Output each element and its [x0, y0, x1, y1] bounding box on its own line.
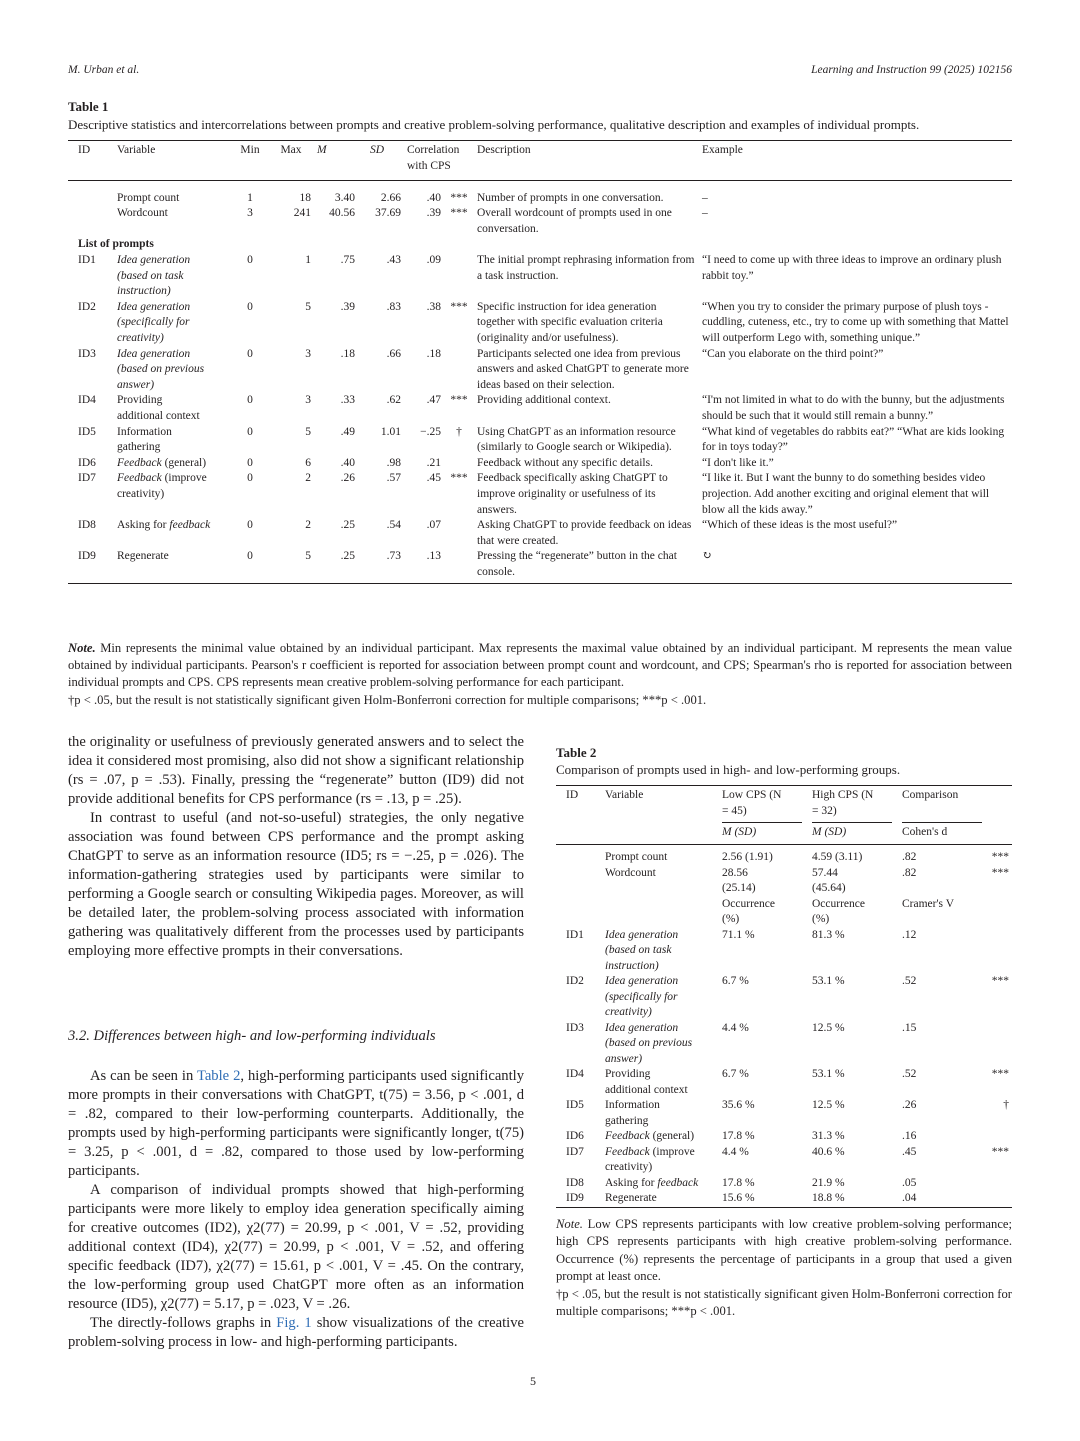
table-row: ID9 Regenerate 15.6 % 18.8 % .04 [556, 1191, 1012, 1207]
table-row: ID4 Providing additional context 0 3 .33 .62 .47 *** Providing additional context. “I'm not limited in what to do with the bunny, but the adjustments should be such that it would still remain a bunny.” [78, 394, 1005, 422]
table-row: ID4 Providing additional context 6.7 % 53.1 % .52 *** [566, 1068, 1009, 1096]
table1-note: Note. Min represents the minimal value obtained by an individual participant. Max represents the maximal value obtained by an individual participant. M represents the mean value obtained by individual participants. Pearson's r coefficient is reported for association between prompt count and wordcount, and CPS; Spearman's rho is reported for association between individual prompts and CPS. CPS represents mean creative problem-solving performance for each participant. †p < .05, but the result is not statistically significant given Holm-Bonferroni correction for multiple comparisons; ***p < .001. [68, 641, 1012, 707]
paragraph: A comparison of individual prompts showed that high-performing participants were more likely to employ idea generation specifically aiming for creative outcomes (ID2), χ2(77) = 20.99, p < .001, V = .52, providing additional context (ID4), χ2(77) = 20.99, p < .001, V = .52, and offering specific feedback (ID7), χ2(77) = 15.61, p < .001, V = .45. On the contrary, the low-performing group used ChatGPT more often as an information resource (ID5), χ2(77) = 5.17, p = .023, V = .26. [68, 1182, 524, 1312]
table-row: Wordcount 3 241 40.56 37.69 .39 *** Overall wordcount of prompts used in one conversation. – [117, 207, 708, 235]
table-row: ID3 Idea generation (based on previous answer) 4.4 % 12.5 % .15 [566, 1021, 917, 1065]
table1-note-significance: †p < .05, but the result is not statistically significant given Holm-Bonferroni correction for multiple comparisons; ***p < .001. [68, 692, 707, 707]
col-min: Min [240, 144, 260, 156]
col-max: Max [280, 144, 302, 156]
fig1-link[interactable]: Fig. 1 [276, 1315, 312, 1331]
table1 [68, 140, 1012, 584]
table2-caption: Comparison of prompts used in high- and low-performing groups. [556, 762, 901, 777]
paragraph: the originality or usefulness of previously generated answers and to select the idea it considered most promising, also did not show a significant relationship (rs = .07, p = .53). Finally, pressing the “regenerate” button (ID9) did not provide additional benefits for CPS performance (rs = .13, p = .25). [68, 734, 524, 807]
table-row: ID5 Information gathering 0 5 .49 1.01 −.25 † Using ChatGPT as an information resource (similarly to Google search or Wikipedia). “What kind of vegetables do rabbits eat?” “What are kids looking for in toys today?” [78, 425, 1005, 454]
table-row: ID1 Idea generation (based on task instruction) 71.1 % 81.3 % .12 [566, 928, 917, 972]
paragraph: As can be seen in Table 2, high-performing participants used significantly more prompts in their conversations with ChatGPT, t(75) = 3.56, p < .001, d = .82, compared to their low-performing counterparts. Additionally, the prompts used by high-performing participants were significantly longer, t(75) = 3.25, p < .001, d = .82, compared to those used by low-performing participants. [68, 1068, 524, 1179]
table-row: ID8 Asking for feedback 17.8 % 21.9 % .05 [566, 1176, 917, 1189]
table2-label: Table 2 [556, 745, 597, 760]
table-row: ID1 Idea generation (based on task instruction) 0 1 .75 .43 .09 The initial prompt rephrasing information from a task instruction. “I need to come up with three ideas to improve an ordinary plush rabbit toy.” [78, 254, 1002, 298]
col-correlation: Correlation with CPS [407, 144, 460, 172]
col-example: Example [702, 144, 743, 156]
table-row: ID6 Feedback (general) 17.8 % 31.3 % .16 [566, 1130, 917, 1142]
table-row: Prompt count 1 18 3.40 2.66 .40 *** Number of prompts in one conversation. – [117, 191, 708, 204]
table-row: ID6 Feedback (general) 0 6 .40 .98 .21 Feedback without any specific details. “I don't like it.” [78, 456, 774, 469]
table-row: ID3 Idea generation (based on previous answer) 0 3 .18 .66 .18 Participants selected one idea from previous answers and asked ChatGPT to generate more ideas based on their selection. “Can you elaborate on the third point?” [78, 347, 884, 391]
table-row: ID8 Asking for feedback 0 2 .25 .54 .07 Asking ChatGPT to provide feedback on ideas that were created. “Which of these ideas is the most useful?” [78, 519, 898, 547]
body-text-left [68, 733, 524, 961]
col-m: M [317, 144, 327, 156]
section-heading: 3.2. Differences between high- and low-performing individuals [68, 1028, 436, 1044]
paragraph: The directly-follows graphs in Fig. 1 show visualizations of the creative problem-solving process in low- and high-performing participants. [68, 1315, 525, 1350]
table-row: Prompt count 2.56 (1.91) 4.59 (3.11) .82 *** [605, 851, 1009, 863]
table2-occurrence-header: Occurrence (%) Occurrence (%) Cramer's V [722, 897, 955, 925]
table-row: ID7 Feedback (improve creativity) 0 2 .26 .57 .45 *** Feedback specifically asking ChatGPT to improve originality or usefulness of its answers. “I like it. But I want the bunny to do something besides video projection. Add another exciting and original element that will blow all the kids away.” [78, 472, 990, 516]
col-sd: SD [370, 144, 385, 156]
table2-note-significance: †p < .05, but the result is not statistically significant given Holm-Bonferroni correction for multiple comparisons; ***p < .001. [556, 1286, 1012, 1319]
table2 [556, 785, 1012, 1208]
table1-caption: Descriptive statistics and intercorrelations between prompts and creative problem-solving performance, qualitative description and examples of individual prompts. [68, 117, 920, 132]
table-row: Wordcount 28.56 (25.14) 57.44 (45.64) .82 *** [605, 866, 1009, 894]
table2-subheader: M (SD) M (SD) Cohen's d [556, 819, 1012, 844]
col-id: ID [78, 144, 91, 156]
paragraph: In contrast to useful (and not-so-useful) strategies, the only negative association was found between CPS performance and the prompt asking ChatGPT to serve as an information resource (ID5; rs = −.25, p = .026). The information-gathering strategies used by participants were similar to performing a Google search or consulting Wikipedia pages. Moreover, as will be detailed later, the problem-solving process associated with information gathering was qualitatively different from the processes used by participants employing more effective prompts in their conversations. [68, 810, 524, 959]
running-header-authors: M. Urban et al. [68, 64, 140, 76]
table-row: ID5 Information gathering 35.6 % 12.5 % .26 † [566, 1099, 1009, 1127]
running-header-journal: Learning and Instruction 99 (2025) 102156 [811, 64, 1012, 76]
table2-link[interactable]: Table 2 [196, 1068, 241, 1084]
table-row: ID2 Idea generation (specifically for creativity) 0 5 .39 .83 .38 *** Specific instruction for idea generation together with specific evaluation criteria (originality and/or usefulness). “When you try to consider the primary purpose of plush toys - cuddling, cuteness, etc., try to come up with something that Mattel will outperform Lego with, something unique.” [78, 300, 1009, 345]
page-number: 5 [530, 1374, 536, 1388]
table-row: ID9 Regenerate 0 5 .25 .73 .13 Pressing the “regenerate” button in the chat console. ↻ [68, 549, 1012, 583]
table1-header [68, 141, 1012, 181]
col-description: Description [477, 144, 531, 156]
table2-header: ID Variable Low CPS (N = 45) High CPS (N = 32) Comparison [556, 786, 1012, 820]
list-of-prompts-heading: List of prompts [78, 238, 154, 251]
table-row: ID7 Feedback (improve creativity) 4.4 % 40.6 % .45 *** [566, 1145, 1009, 1173]
table1-label: Table 1 [68, 99, 109, 114]
body-text-left-2 [68, 1067, 524, 1352]
table-row: ID2 Idea generation (specifically for creativity) 6.7 % 53.1 % .52 *** [566, 975, 1009, 1018]
table2-note: Note. Low CPS represents participants with low creative problem-solving performance; high CPS represents participants with high creative problem-solving performance. Occurrence (%) represents the percentage of participants in a group that used a given prompt at least once. †p < .05, but the result is not statistically significant given Holm-Bonferroni correction for multiple comparisons; ***p < .001. [556, 1217, 1012, 1319]
col-variable: Variable [117, 144, 156, 156]
